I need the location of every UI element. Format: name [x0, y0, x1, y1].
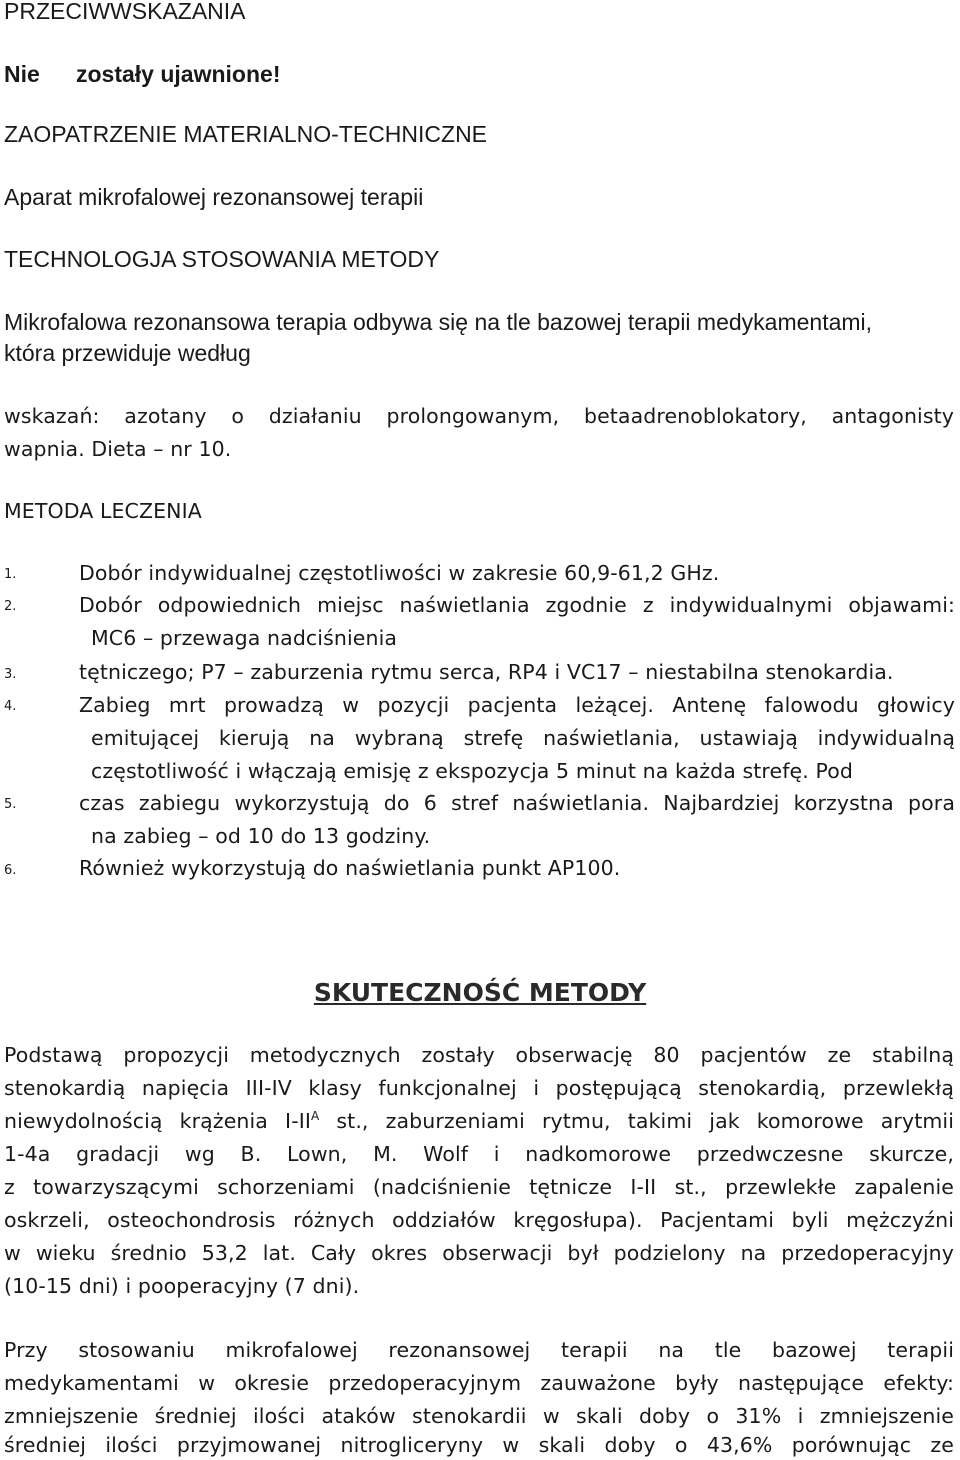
method-item-line: czas zabiegu wykorzystują do 6 stref naświetlania. Najbardziej korzystna pora: [79, 791, 955, 815]
contraindications-bold-left: Nie: [4, 61, 40, 87]
method-item-number: 6.: [4, 863, 17, 878]
paragraph-line: stenokardią napięcia III-IV klasy funkcjonalnej i postępującą stenokardią, przewlekłą: [4, 1076, 954, 1100]
contraindications-heading: PRZECIWWSKAZANIA: [4, 0, 246, 24]
contraindications-bold-right: zostały ujawnione!: [76, 61, 281, 87]
paragraph-line: 1-4a gradacji wg B. Lown, M. Wolf i nadkomorowe przedwczesne skurcze,: [4, 1142, 954, 1166]
method-item-line: częstotliwość i włączają emisję z ekspozycja 5 minut na każda strefę. Pod: [91, 759, 853, 783]
paragraph-text: niewydolnością krążenia I-II: [4, 1109, 311, 1133]
supply-text: Aparat mikrofalowej rezonansowej terapii: [4, 184, 424, 210]
supply-heading: ZAOPATRZENIE MATERIALNO-TECHNICZNE: [4, 121, 488, 147]
method-item-line: Dobór odpowiednich miejsc naświetlania zgodnie z indywidualnymi objawami:: [79, 593, 955, 617]
paragraph-line: z towarzyszącymi schorzeniami (nadciśnienie tętnicze I-II st., przewlekłe zapalenie: [4, 1175, 954, 1199]
paragraph-line: medykamentami w okresie przedoperacyjnym zauważone były następujące efekty:: [4, 1371, 954, 1395]
paragraph-line: Podstawą propozycji metodycznych zostały obserwację 80 pacjentów ze stabilną: [4, 1043, 954, 1067]
paragraph-line: Przy stosowaniu mikrofalowej rezonansowej terapii na tle bazowej terapii: [4, 1338, 954, 1362]
paragraph-line: średniej ilości przyjmowanej nitrogliceryny w skali doby o 43,6% porównując ze: [4, 1433, 954, 1457]
effectiveness-heading: SKUTECZNOŚĆ METODY: [313, 978, 647, 1007]
paragraph-line: w wieku średnio 53,2 lat. Cały okres obserwacji był podzielony na przedoperacyjny: [4, 1241, 954, 1265]
method-item-number: 2.: [4, 599, 17, 614]
method-heading: METODA LECZENIA: [4, 499, 202, 523]
paragraph-line: (10-15 dni) i pooperacyjny (7 dni).: [4, 1274, 360, 1298]
method-item-number: 3.: [4, 667, 17, 682]
method-item-number: 4.: [4, 699, 17, 714]
paragraph-line-with-superscript: [4, 1106, 954, 1136]
technology-heading: TECHNOLOGJA STOSOWANIA METODY: [4, 246, 440, 272]
method-item-number: 1.: [4, 567, 17, 582]
method-item-line: Również wykorzystują do naświetlania punkt AP100.: [79, 856, 621, 880]
technology-line-1: Mikrofalowa rezonansowa terapia odbywa się na tle bazowej terapii medykamentami,: [4, 309, 873, 335]
paragraph-text: st., zaburzeniami rytmu, takimi jak komorowe arytmii: [319, 1109, 954, 1133]
method-item-line: Dobór indywidualnej częstotliwości w zakresie 60,9-61,2 GHz.: [79, 561, 720, 585]
technology-line-3: wskazań: azotany o działaniu prolongowanym, betaadrenoblokatory, antagonisty: [4, 404, 954, 428]
method-item-line: emitującej kierują na wybraną strefę naświetlania, ustawiają indywidualną: [91, 726, 955, 750]
method-item-line: MC6 – przewaga nadciśnienia: [91, 626, 398, 650]
method-item-number: 5.: [4, 797, 17, 812]
technology-line-2: która przewiduje według: [4, 340, 251, 366]
superscript: A: [311, 1109, 320, 1124]
paragraph-line: zmniejszenie średniej ilości ataków stenokardii w skali doby o 31% i zmniejszenie: [4, 1404, 954, 1428]
paragraph-line: oskrzeli, osteochondrosis różnych oddziałów kręgosłupa). Pacjentami byli mężczyźni: [4, 1208, 954, 1232]
method-item-line: na zabieg – od 10 do 13 godziny.: [91, 824, 431, 848]
method-item-line: tętniczego; P7 – zaburzenia rytmu serca, RP4 i VC17 – niestabilna stenokardia.: [79, 660, 894, 684]
technology-line-4: wapnia. Dieta – nr 10.: [4, 437, 232, 461]
method-item-line: Zabieg mrt prowadzą w pozycji pacjenta leżącej. Antenę falowodu głowicy: [79, 693, 955, 717]
